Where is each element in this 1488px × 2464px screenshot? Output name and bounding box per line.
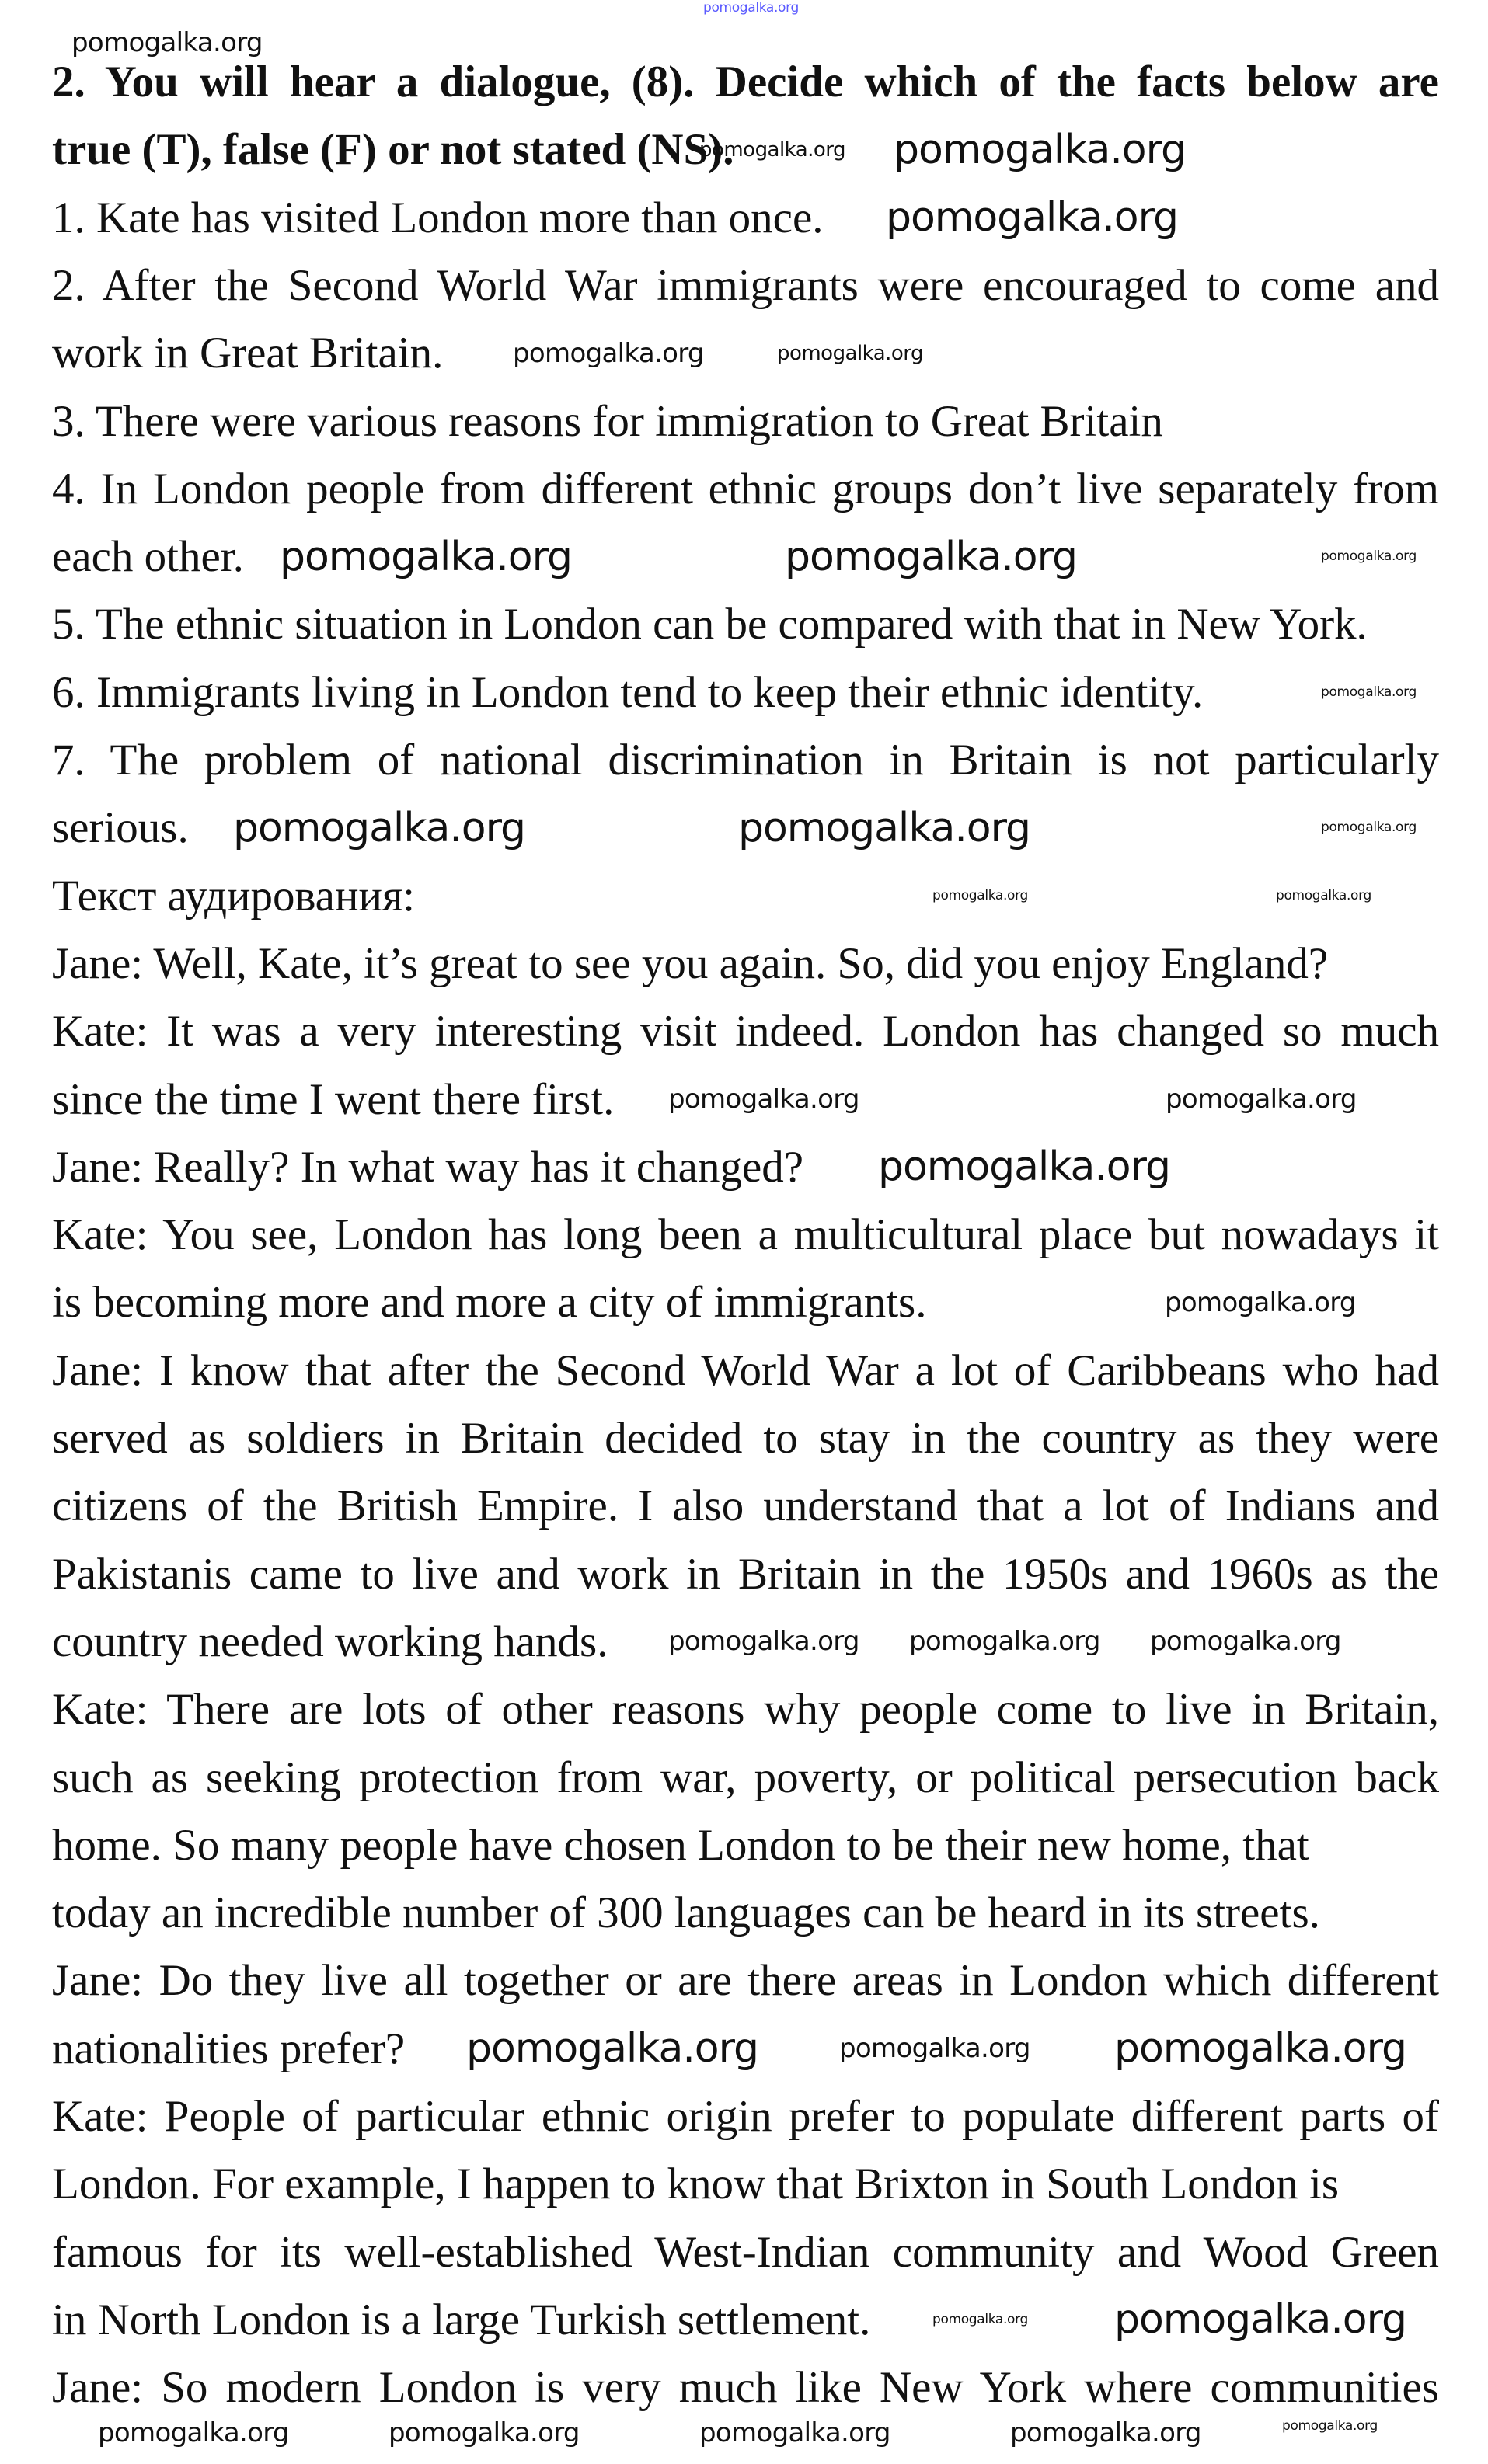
text-line: Kate: You see, London has long been a multicultural place but nowadays it — [52, 1210, 1439, 1260]
watermark: pomogalka.org — [777, 341, 923, 365]
watermark: pomogalka.org — [1166, 1084, 1357, 1115]
watermark: pomogalka.org — [1276, 887, 1371, 903]
text-line: Kate: It was a very interesting visit indeed. London has changed so much — [52, 1007, 1439, 1056]
text-line: today an incredible number of 300 languages can be heard in its streets. — [52, 1888, 1320, 1938]
text-line: Jane: Well, Kate, it’s great to see you again. So, did you enjoy England? — [52, 938, 1329, 988]
text-line: 3. There were various reasons for immigration to Great Britain — [52, 396, 1163, 446]
watermark: pomogalka.org — [668, 1626, 859, 1658]
watermark: pomogalka.org — [894, 126, 1186, 173]
watermark: pomogalka.org — [1282, 2418, 1378, 2434]
watermark: pomogalka.org — [1114, 2296, 1406, 2344]
watermark: pomogalka.org — [839, 2033, 1030, 2065]
text-line: nationalities prefer? — [52, 2024, 406, 2073]
watermark: pomogalka.org — [738, 804, 1030, 851]
watermark: pomogalka.org — [878, 1143, 1170, 1191]
text-line: served as soldiers in Britain decided to stay in the country as they were — [52, 1414, 1439, 1463]
text-line: in North London is a large Turkish settlement. — [52, 2295, 871, 2344]
watermark: pomogalka.org — [513, 337, 704, 369]
text-line: such as seeking protection from war, poverty, or political persecution back — [52, 1752, 1439, 1802]
watermark: pomogalka.org — [1114, 2025, 1406, 2072]
watermark: pomogalka.org — [1321, 820, 1417, 836]
watermark: pomogalka.org — [1150, 1626, 1341, 1658]
watermark: pomogalka.org — [466, 2025, 758, 2072]
text-line: famous for its well-established West-Indian community and Wood Green — [52, 2227, 1439, 2277]
text-line: is becoming more and more a city of immigrants. — [52, 1278, 927, 1328]
text-line: Kate: There are lots of other reasons why people come to live in Britain, — [52, 1685, 1439, 1735]
watermark: pomogalka.org — [699, 2417, 890, 2448]
watermark: pomogalka.org — [280, 533, 572, 580]
watermark: pomogalka.org — [785, 533, 1077, 580]
text-line: Jane: So modern London is very much like New York where communities — [52, 2363, 1439, 2413]
text-line: home. So many people have chosen London to be their new home, that — [52, 1820, 1309, 1870]
text-line: 2. After the Second World War immigrants were encouraged to come and — [52, 260, 1439, 310]
watermark: pomogalka.org — [932, 887, 1028, 903]
text-line: work in Great Britain. — [52, 329, 444, 378]
watermark: pomogalka.org — [703, 0, 799, 16]
text-line: country needed working hands. — [52, 1617, 608, 1666]
task-heading-line: true (T), false (F) or not stated (NS). — [52, 125, 734, 175]
watermark: pomogalka.org — [1010, 2417, 1201, 2448]
text-line: citizens of the British Empire. I also understand that a lot of Indians and — [52, 1481, 1439, 1531]
watermark: pomogalka.org — [71, 27, 263, 58]
text-line: Jane: Really? In what way has it changed? — [52, 1142, 804, 1192]
watermark: pomogalka.org — [932, 2311, 1028, 2327]
text-line: Jane: I know that after the Second World War a lot of Caribbeans who had — [52, 1345, 1439, 1395]
watermark: pomogalka.org — [886, 194, 1178, 242]
text-line: 7. The problem of national discrimination in Britain is not particularly — [52, 736, 1439, 785]
text-line: since the time I went there first. — [52, 1074, 615, 1124]
watermark: pomogalka.org — [1321, 548, 1417, 565]
watermark: pomogalka.org — [1165, 1286, 1356, 1318]
text-line: Pakistanis came to live and work in Britain in the 1950s and 1960s as the — [52, 1549, 1439, 1599]
watermark: pomogalka.org — [1321, 684, 1417, 700]
watermark: pomogalka.org — [909, 1626, 1100, 1658]
text-line: Текст аудирования: — [52, 871, 416, 921]
text-line: 5. The ethnic situation in London can be compared with that in New York. — [52, 600, 1368, 649]
text-line: 4. In London people from different ethnic groups don’t live separately from — [52, 464, 1439, 513]
watermark: pomogalka.org — [389, 2417, 580, 2448]
text-line: London. For example, I happen to know that Brixton in South London is — [52, 2159, 1340, 2209]
text-line: Kate: People of particular ethnic origin prefer to populate different parts of — [52, 2092, 1439, 2141]
text-line: 1. Kate has visited London more than once. — [52, 193, 824, 242]
text-line: Jane: Do they live all together or are there areas in London which different — [52, 1956, 1439, 2006]
text-line: serious. — [52, 803, 189, 853]
watermark: pomogalka.org — [233, 804, 525, 851]
watermark: pomogalka.org — [668, 1084, 859, 1115]
task-heading-line: 2. You will hear a dialogue, (8). Decide which of the facts below are — [52, 57, 1439, 106]
watermark: pomogalka.org — [699, 137, 845, 162]
text-line: each other. — [52, 532, 244, 582]
text-line: 6. Immigrants living in London tend to keep their ethnic identity. — [52, 667, 1204, 717]
watermark: pomogalka.org — [98, 2417, 289, 2448]
